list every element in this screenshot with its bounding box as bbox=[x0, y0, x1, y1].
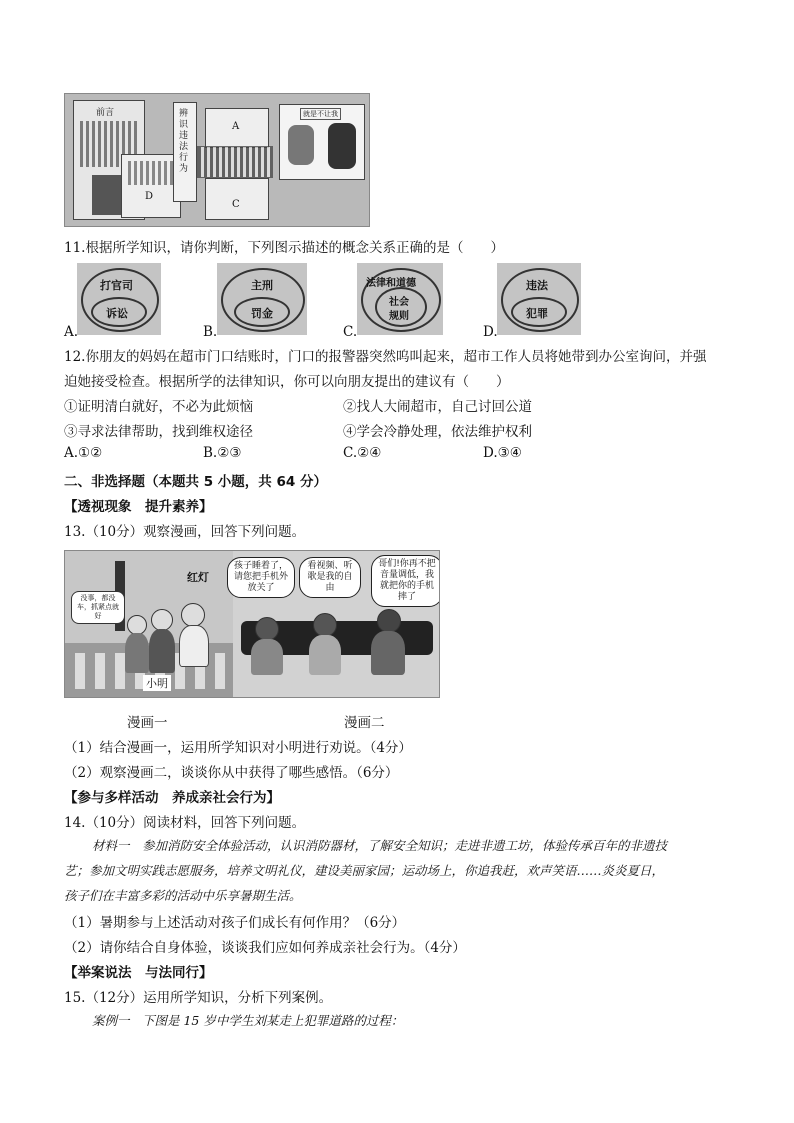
venn-c-outer: 法律和道德 bbox=[366, 278, 416, 289]
q15-stem: 15.（12分）运用所学知识，分析下列案例。 bbox=[64, 990, 333, 1006]
xiaoming-label: 小明 bbox=[143, 675, 171, 691]
q12-choice-c: C.②④ bbox=[343, 445, 382, 461]
top-illustration bbox=[64, 93, 370, 227]
q14-material-2: 艺；参加文明实践志愿服务，培养文明礼仪，建设美丽家园；运动场上，你追我赶，欢声笑语……炎炎夏日， bbox=[64, 863, 665, 878]
q12-choice-d: D.③④ bbox=[483, 445, 522, 461]
venn-b-inner: 罚金 bbox=[251, 307, 273, 320]
center-label: 辨识违法行为 bbox=[179, 109, 189, 174]
kid3-body bbox=[179, 625, 209, 667]
red-light-label: 红灯 bbox=[187, 571, 209, 584]
q14-material-1: 材料一 参加消防安全体验活动，认识消防器材，了解安全知识；走进非遗工坊，体验传承百年的非遗技 bbox=[92, 838, 668, 853]
panel-b bbox=[197, 146, 273, 178]
q13-stem: 13.（10分）观察漫画，回答下列问题。 bbox=[64, 524, 306, 540]
bubble-3: 哥们!你再不把音量调低，我就把你的手机摔了 bbox=[371, 555, 440, 607]
venn-a-inner: 诉讼 bbox=[106, 307, 128, 320]
venn-d-outer: 违法 bbox=[526, 279, 548, 292]
option-d-letter: D. bbox=[483, 324, 498, 340]
comic-image bbox=[64, 550, 440, 698]
q12-item-3: ③寻求法律帮助，找到维权途径 bbox=[64, 424, 253, 440]
panel-d bbox=[121, 154, 181, 218]
venn-b-outer: 主刑 bbox=[251, 279, 273, 292]
kid2-body bbox=[149, 629, 175, 673]
venn-c bbox=[357, 263, 443, 335]
center-panel bbox=[173, 102, 197, 202]
q14-sub-1: （1）暑期参与上述活动对孩子们成长有何作用？（6分） bbox=[64, 915, 406, 931]
venn-d-inner: 犯罪 bbox=[526, 307, 548, 320]
kid1-body bbox=[125, 633, 149, 673]
caption-comic-2: 漫画二 bbox=[344, 715, 385, 731]
q13-sub-1: （1）结合漫画一，运用所学知识对小明进行劝说。（4分） bbox=[64, 740, 412, 756]
q12-item-2: ②找人大闹超市，自己讨回公道 bbox=[343, 399, 532, 415]
option-b-letter: B. bbox=[203, 324, 218, 340]
section-tag-3: 【举案说法 与法同行】 bbox=[64, 965, 213, 981]
man2-body bbox=[309, 635, 341, 675]
venn-a bbox=[77, 263, 161, 335]
man1-head bbox=[255, 617, 279, 641]
bubble-1: 孩子睡着了，请您把手机外放关了 bbox=[227, 557, 295, 598]
q12-item-1: ①证明清白就好，不必为此烦恼 bbox=[64, 399, 253, 415]
bubble-2: 看视频、听歌是我的自由 bbox=[299, 557, 361, 598]
section2-title: 二、非选择题（本题共 5 小题，共 64 分） bbox=[64, 474, 327, 490]
man3-head bbox=[377, 609, 401, 633]
venn-a-outer: 打官司 bbox=[100, 279, 133, 292]
label-a: A bbox=[232, 121, 240, 132]
q12-choice-b: B.②③ bbox=[203, 445, 242, 461]
option-c-letter: C. bbox=[343, 324, 358, 340]
section-tag-1: 【透视现象 提升素养】 bbox=[64, 499, 213, 515]
caption-comic-1: 漫画一 bbox=[127, 715, 168, 731]
cartoon-panel bbox=[279, 104, 365, 180]
q12-stem-1: 12.你朋友的妈妈在超市门口结账时，门口的报警器突然呜叫起来，超市工作人员将她带到办公室询问，并强 bbox=[64, 349, 707, 365]
man3-body bbox=[371, 631, 405, 675]
q15-case-1: 案例一 下图是 15 岁中学生刘某走上犯罪道路的过程： bbox=[92, 1013, 404, 1028]
label-c: C bbox=[232, 199, 240, 210]
venn-c-inner: 规则 bbox=[389, 311, 409, 322]
venn-c-middle: 社会 bbox=[389, 297, 409, 308]
q14-stem: 14.（10分）阅读材料，回答下列问题。 bbox=[64, 815, 306, 831]
venn-b bbox=[217, 263, 307, 335]
man1-body bbox=[251, 639, 283, 675]
option-a-letter: A. bbox=[64, 324, 79, 340]
q14-sub-2: （2）请你结合自身体验，谈谈我们应如何养成亲社会行为。（4分） bbox=[64, 940, 466, 956]
sign-bubble: 没事，都没车，抓紧点就好 bbox=[71, 591, 125, 624]
q12-choice-a: A.①② bbox=[64, 445, 103, 461]
panel-c bbox=[205, 178, 269, 220]
kid2-head bbox=[151, 609, 173, 631]
panel-a bbox=[205, 108, 269, 148]
q12-stem-2: 迫她接受检查。根据所学的法律知识，你可以向朋友提出的建议有（ ） bbox=[64, 374, 510, 390]
sign-text: 就是不让我 bbox=[300, 108, 341, 120]
venn-d bbox=[497, 263, 581, 335]
preface-label: 前言 bbox=[96, 108, 115, 118]
q13-sub-2: （2）观察漫画二，谈谈你从中获得了哪些感悟。（6分） bbox=[64, 765, 399, 781]
q12-item-4: ④学会冷静处理，依法维护权利 bbox=[343, 424, 532, 440]
q11-stem: 11.根据所学知识，请你判断，下列图示描述的概念关系正确的是（ ） bbox=[64, 240, 504, 256]
q14-material-3: 孩子们在丰富多彩的活动中乐享暑期生活。 bbox=[64, 888, 302, 903]
section-tag-2: 【参与多样活动 养成亲社会行为】 bbox=[64, 790, 280, 806]
man2-head bbox=[313, 613, 337, 637]
kid1-head bbox=[127, 615, 147, 635]
label-d: D bbox=[145, 191, 154, 202]
kid3-head bbox=[181, 603, 205, 627]
